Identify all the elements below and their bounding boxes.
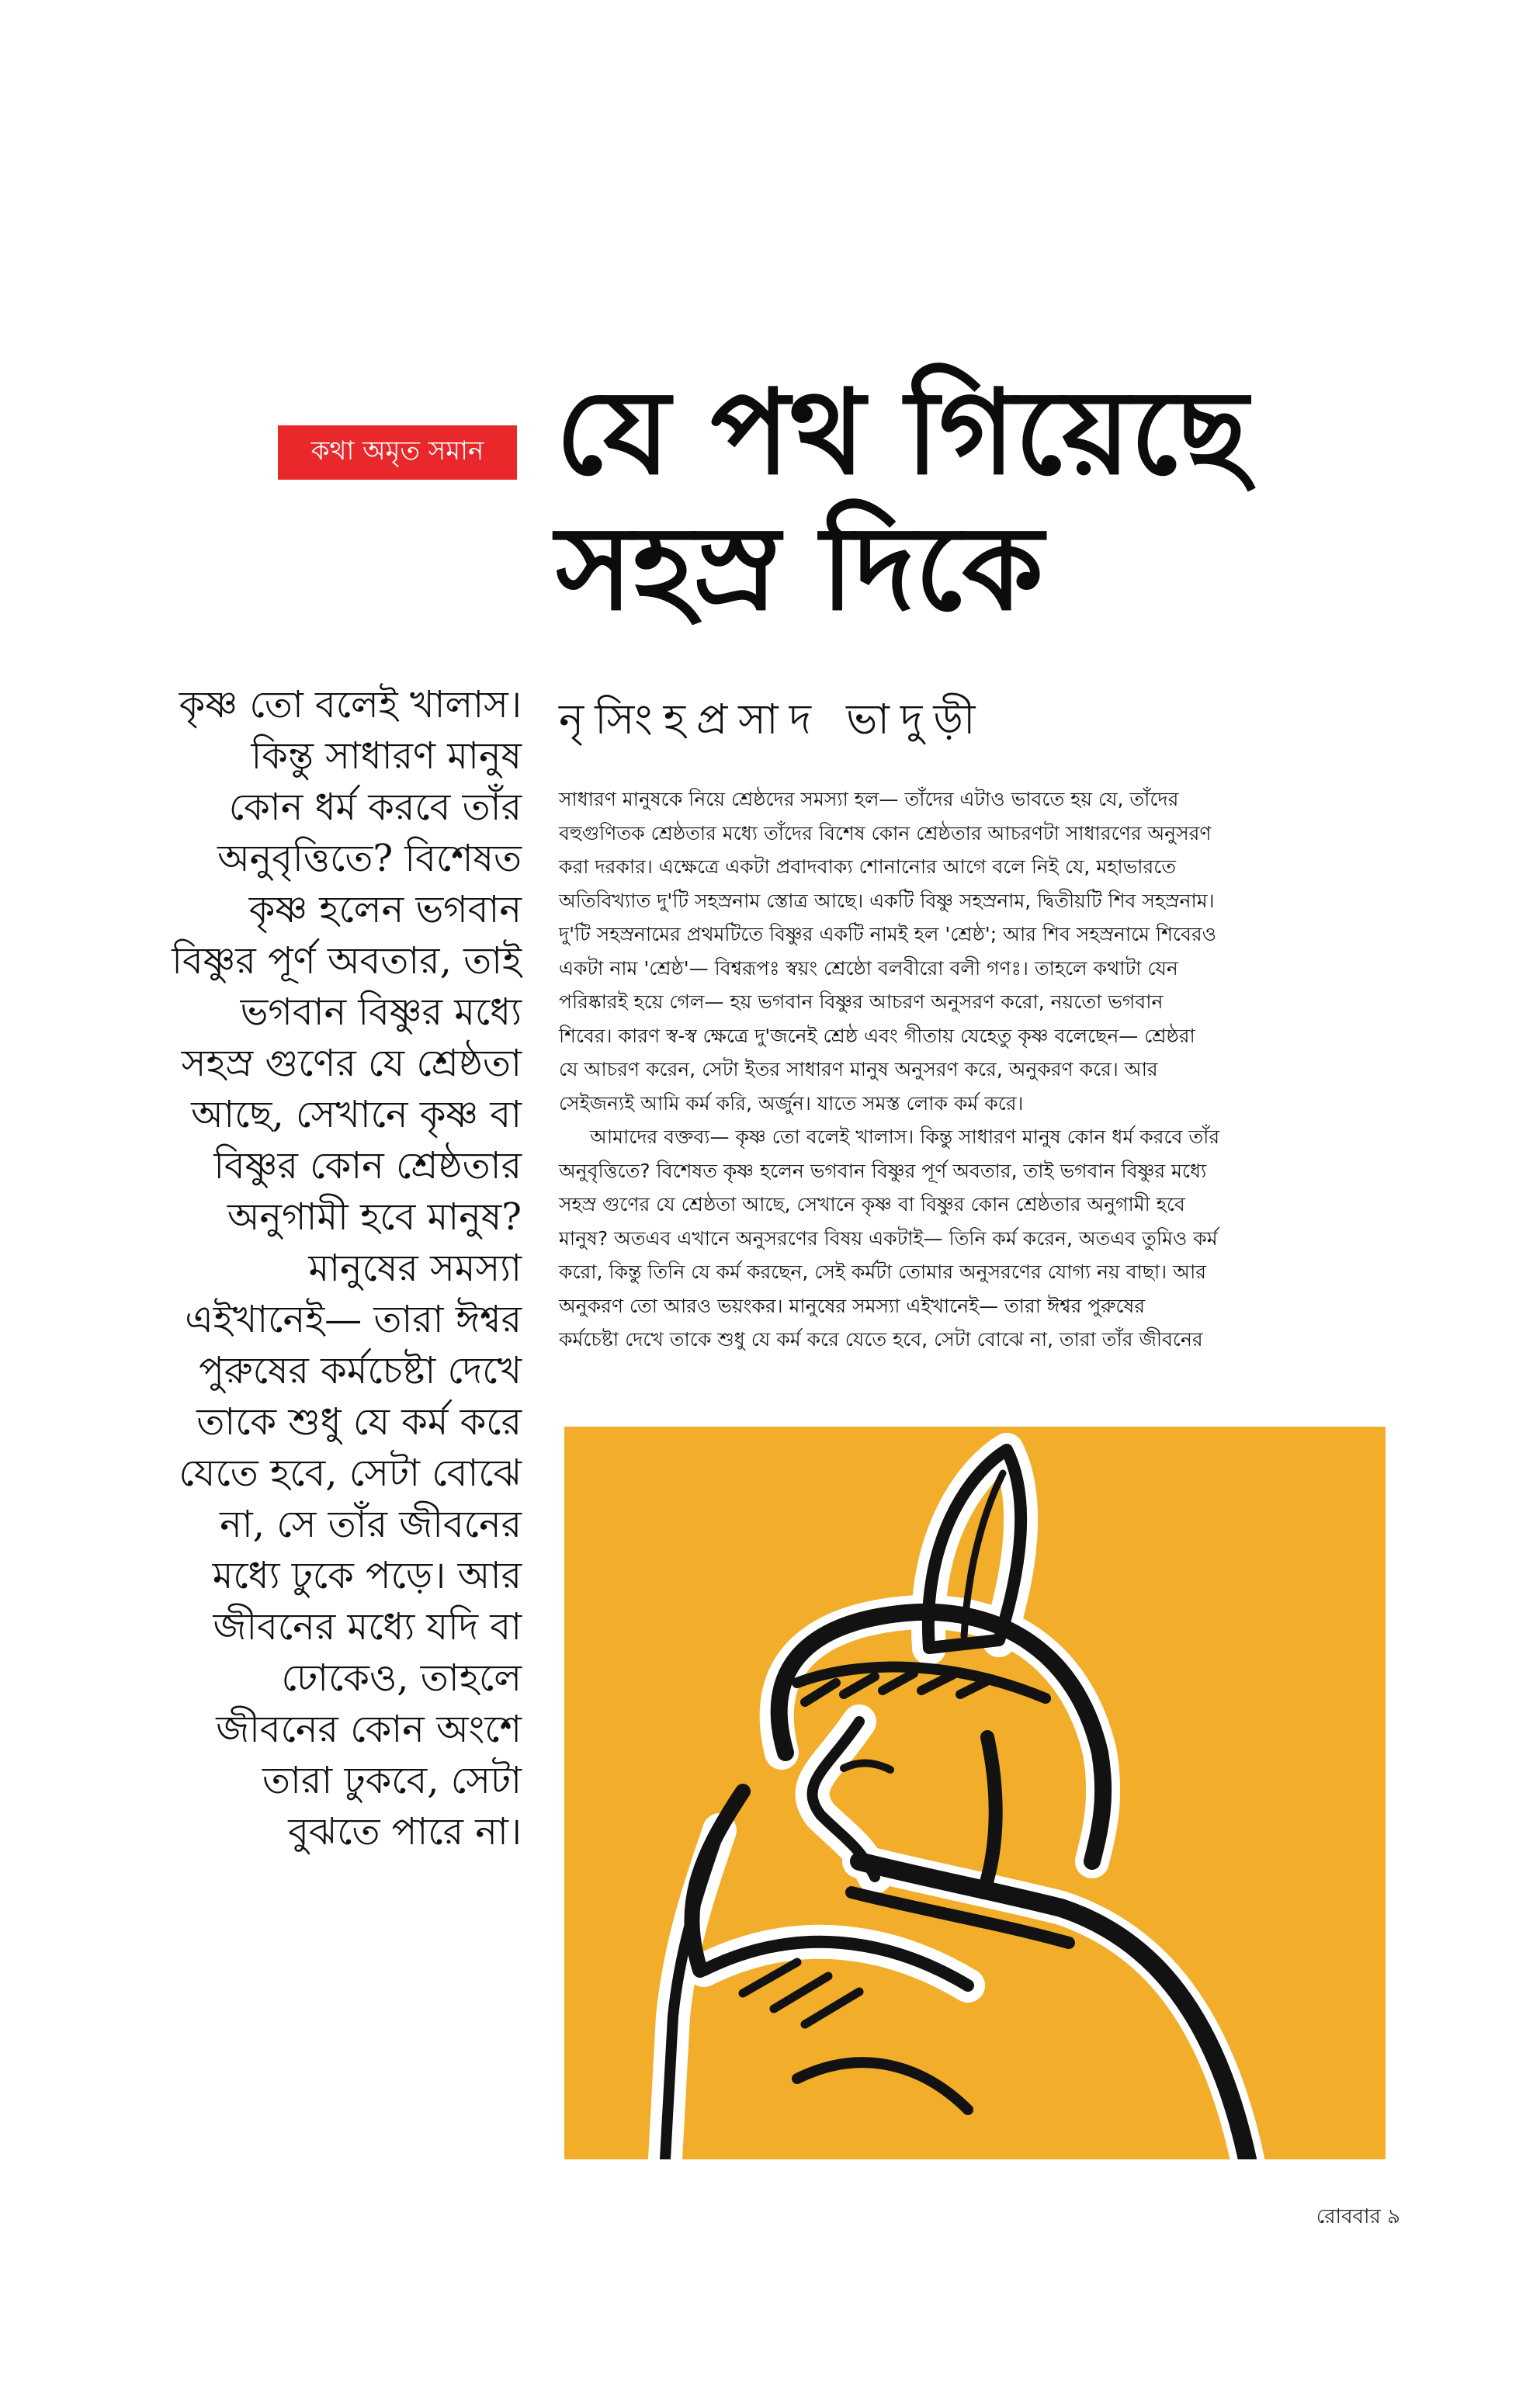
pull-quote-line: বিষ্ণুর কোন শ্রেষ্ঠতার [213,1144,522,1188]
title-line-1: যে পথ গিয়েছে [556,364,1248,501]
pull-quote-line: জীবনের কোন অংশে [216,1708,522,1751]
article-line: একটা নাম 'শ্রেষ্ঠ'— বিশ্বরূপঃ স্বয়ং শ্রেষ্ঠো বলবীরো বলী গণঃ। তাহলে কথাটা যেন [559,956,1178,980]
article-line: শিবের। কারণ স্ব-স্ব ক্ষেত্রে দু'জনেই শ্রেষ্ঠ এবং গীতায় যেহেতু কৃষ্ণ বলেছেন— শ্রেষ্ঠরা [559,1024,1195,1047]
krishna-illustration [564,1427,1386,2159]
article-line: মানুষ? অতএব এখানে অনুসরণের বিষয় একটাই— তিনি কর্ম করেন, অতএব তুমিও কর্ম [559,1226,1218,1250]
article-line: পরিষ্কারই হয়ে গেল— হয় ভগবান বিষ্ণুর আচরণ অনুসরণ করো, নয়তো ভগবান [559,990,1164,1013]
pull-quote-line: বুঝতে পারে না। [288,1810,522,1854]
pull-quote-line: অনুগামী হবে মানুষ? [227,1195,522,1239]
title-line-2: সহস্র দিকে [556,500,1044,636]
article-line: অনুকরণ তো আরও ভয়ংকর। মানুষের সমস্যা এইখানেই— তারা ঈশ্বর পুরুষের [559,1294,1146,1317]
article-line: করো, কিন্তু তিনি যে কর্ম করছেন, সেই কর্মটা তোমার অনুসরণের যোগ্য নয় বাছা। আর [559,1261,1207,1283]
article-line: সাধারণ মানুষকে নিয়ে শ্রেষ্ঠদের সমস্যা হল— তাঁদের এটাও ভাবতে হয় যে, তাঁদের [559,788,1179,810]
pull-quote-line: না, সে তাঁর জীবনের [220,1503,522,1546]
page-footer: রোববার ৯ [1316,2205,1400,2228]
author-byline: নৃসিংহপ্রসাদ ভাদুড়ী [559,695,987,744]
pull-quote-line: বিষ্ণুর পূর্ণ অবতার, তাই [172,939,522,983]
article-line: দু'টি সহস্রনামের প্রথমটিতে বিষ্ণুর একটি নামই হল 'শ্রেষ্ঠ'; আর শিব সহস্রনামে শিবেরও [559,923,1217,945]
article-body [559,782,1393,1357]
article-line: আমাদের বক্তব্য— কৃষ্ণ তো বলেই খালাস। কিন্তু সাধারণ মানুষ কোন ধর্ম করবে তাঁর [590,1125,1220,1148]
pull-quote-line: তারা ঢুকবে, সেটা [262,1759,522,1802]
pull-quote-line: মধ্যে ঢুকে পড়ে। আর [212,1554,522,1597]
article-line: সেইজন্যই আমি কর্ম করি, অর্জুন। যাতে সমস্ত লোক কর্ম করে। [559,1091,1024,1115]
pull-quote-line: তাকে শুধু যে কর্ম করে [196,1400,522,1444]
pull-quote-line: জীবনের মধ্যে যদি বা [213,1605,522,1649]
section-tag: কথা অমৃত সমান [278,425,517,480]
pull-quote-line: কৃষ্ণ তো বলেই খালাস। [179,683,522,727]
pull-quote-line: ভগবান বিষ্ণুর মধ্যে [240,990,522,1034]
article-line: কর্মচেষ্টা দেখে তাকে শুধু যে কর্ম করে যেতে হবে, সেটা বোঝে না, তারা তাঁর জীবনের [559,1328,1203,1351]
pull-quote-line: মানুষের সমস্যা [308,1247,522,1290]
pull-quote-line: কোন ধর্ম করবে তাঁর [228,786,522,829]
pull-quote-line: এইখানেই— তারা ঈশ্বর [185,1298,522,1341]
pull-quote-line: পুরুষের কর্মচেষ্টা দেখে [199,1349,522,1392]
article-title [556,365,1487,636]
pull-quote-line: কৃষ্ণ হলেন ভগবান [248,888,522,931]
article-line: করা দরকার। এক্ষেত্রে একটা প্রবাদবাক্য শোনানোর আগে বলে নিই যে, মহাভারতে [559,855,1177,878]
krishna-line-art [564,1427,1386,2159]
pull-quote-line: আছে, সেখানে কৃষ্ণ বা [191,1093,522,1136]
pull-quote-line: ঢোকেও, তাহলে [281,1656,522,1700]
article-line: বহুগুণিতক শ্রেষ্ঠতার মধ্যে তাঁদের বিশেষ কোন শ্রেষ্ঠতার আচরণটা সাধারণের অনুসরণ [559,821,1212,844]
article-line: যে আচরণ করেন, সেটা ইতর সাধারণ মানুষ অনুসরণ করে, অনুকরণ করে। আর [559,1058,1158,1080]
pull-quote-line: অনুবৃত্তিতে? বিশেষত [217,837,522,880]
pull-quote-line: সহস্র গুণের যে শ্রেষ্ঠতা [181,1042,522,1085]
pull-quote [101,679,522,1857]
article-line: অতিবিখ্যাত দু'টি সহস্রনাম স্তোত্র আছে। একটি বিষ্ণু সহস্রনাম, দ্বিতীয়টি শিব সহস্রনাম। [559,889,1215,912]
article-line: অনুবৃত্তিতে? বিশেষত কৃষ্ণ হলেন ভগবান বিষ্ণুর পূর্ণ অবতার, তাই ভগবান বিষ্ণুর মধ্যে [559,1159,1207,1182]
pull-quote-line: যেতে হবে, সেটা বোঝে [179,1451,522,1495]
pull-quote-line: কিন্তু সাধারণ মানুষ [251,734,522,778]
article-line: সহস্র গুণের যে শ্রেষ্ঠতা আছে, সেখানে কৃষ্ণ বা বিষ্ণুর কোন শ্রেষ্ঠতার অনুগামী হবে [559,1193,1185,1216]
